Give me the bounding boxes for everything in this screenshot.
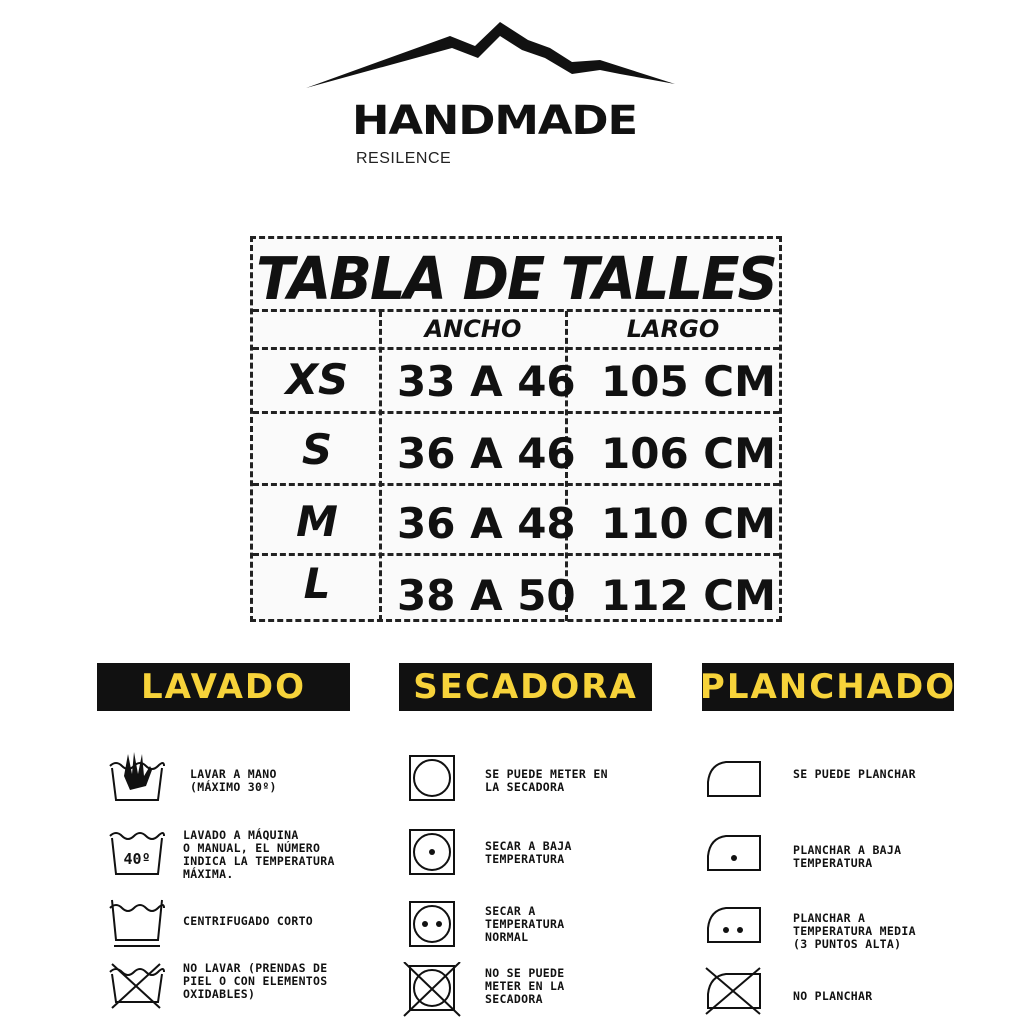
care-instruction: NO PLANCHAR: [793, 989, 873, 1003]
size-table-title: TABLA DE TALLES: [256, 245, 776, 314]
wash-40-icon: [106, 826, 166, 882]
brand-tagline: RESILENCE: [356, 150, 452, 167]
size-label: M: [296, 497, 338, 546]
iron-icon: [702, 752, 762, 808]
do-not-tumble-dry-icon: [402, 962, 462, 1018]
column-header-largo: LARGO: [626, 315, 720, 343]
table-divider: [253, 553, 779, 556]
iron-medium-icon: [702, 898, 762, 954]
size-label: XS: [285, 355, 349, 404]
ancho-value: 36 A 46: [397, 429, 576, 478]
ancho-value: 36 A 48: [397, 499, 576, 548]
table-divider: [253, 309, 779, 312]
wash-temperature-badge: 40º: [123, 850, 151, 868]
table-divider: [253, 347, 779, 350]
care-instruction: LAVADO A MÁQUINA O MANUAL, EL NÚMERO INDICA LA TEMPERATURA MÁXIMA.: [183, 828, 335, 881]
tumble-dry-icon: [402, 752, 462, 808]
largo-value: 110 CM: [601, 499, 776, 548]
size-label: L: [303, 559, 331, 608]
care-instruction: PLANCHAR A BAJA TEMPERATURA: [793, 843, 902, 870]
care-instruction: SE PUEDE PLANCHAR: [793, 767, 916, 781]
planchado-header: PLANCHADO: [702, 663, 954, 711]
brand-logo: [300, 18, 690, 167]
care-instruction: CENTRIFUGADO CORTO: [183, 914, 314, 928]
ancho-value: 38 A 50: [397, 571, 576, 620]
iron-low-icon: [702, 826, 762, 882]
lavado-header: LAVADO: [97, 663, 350, 711]
table-divider: [253, 483, 779, 486]
brand-name: HANDMADE: [352, 98, 637, 144]
care-instruction: NO SE PUEDE METER EN LA SECADORA: [485, 966, 565, 1006]
short-spin-icon: [106, 896, 166, 952]
care-instruction: SECAR A BAJA TEMPERATURA: [485, 839, 572, 866]
do-not-iron-icon: [702, 964, 762, 1020]
care-instruction: LAVAR A MANO (MÁXIMO 30º): [190, 767, 277, 794]
secadora-header: SECADORA: [399, 663, 652, 711]
mountain-icon: [300, 18, 690, 98]
care-instruction: NO LAVAR (PRENDAS DE PIEL O CON ELEMENTOS OXIDABLES): [183, 961, 328, 1001]
care-instruction: SE PUEDE METER EN LA SECADORA: [485, 767, 608, 794]
care-instruction: SECAR A TEMPERATURA NORMAL: [485, 904, 565, 944]
largo-value: 112 CM: [601, 571, 776, 620]
tumble-dry-low-icon: [402, 826, 462, 882]
ancho-value: 33 A 46: [397, 357, 576, 406]
column-header-ancho: ANCHO: [424, 315, 522, 343]
table-divider: [253, 411, 779, 414]
largo-value: 105 CM: [601, 357, 776, 406]
do-not-wash-icon: [106, 958, 166, 1014]
size-label: S: [301, 425, 333, 474]
size-table: [250, 236, 782, 622]
hand-wash-icon: [106, 748, 166, 804]
largo-value: 106 CM: [601, 429, 776, 478]
care-instruction: PLANCHAR A TEMPERATURA MEDIA (3 PUNTOS ALTA): [793, 911, 916, 951]
tumble-dry-normal-icon: [402, 898, 462, 954]
